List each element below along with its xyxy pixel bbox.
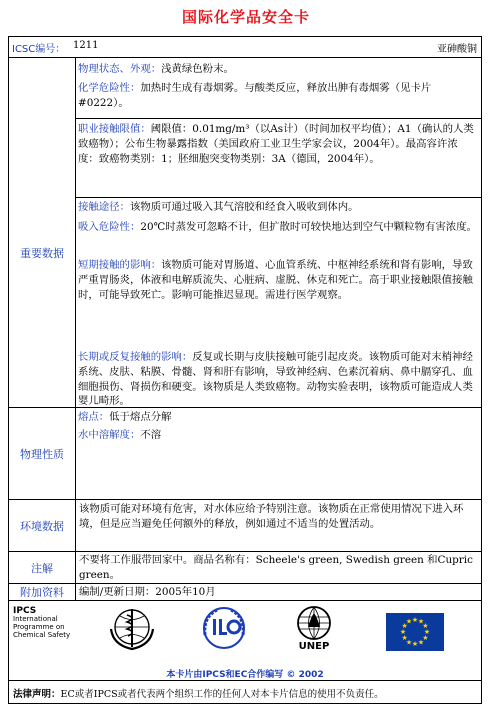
item-head: 熔点： [78, 411, 110, 423]
water-solubility-item [76, 428, 481, 443]
chemical-hazard-item [76, 81, 481, 111]
legal-section [9, 680, 481, 703]
item-head: 短期接触的影响： [78, 259, 162, 271]
ipcs-line: International [13, 615, 58, 623]
important-data-label: 重要数据 [9, 58, 76, 447]
svg-text:★: ★ [423, 628, 431, 636]
ipcs-title: IPCS [13, 606, 37, 616]
icsc-label: ICSC编号： [12, 44, 66, 55]
divider [76, 118, 481, 119]
item-text: 浅黄绿色粉末。 [161, 63, 234, 75]
item-head: 化学危险性： [78, 82, 141, 94]
additional-section [9, 583, 481, 600]
ipcs-line: Chemical Safety [13, 631, 71, 639]
unep-label: UNEP [298, 641, 330, 652]
item-head: 物理状态、外观： [78, 63, 162, 75]
svg-text:★: ★ [399, 628, 407, 636]
short-term-effects-item [76, 258, 481, 302]
important-data-section [9, 57, 481, 447]
item-head: 水中溶解度： [78, 429, 141, 441]
environment-label: 环境数据 [9, 500, 76, 551]
item-text: 加热时生成有毒烟雾。与酸类反应，释放出胂有毒烟雾（见卡片#0222）。 [78, 82, 432, 109]
notes-text: 不要将工作服带回家中。商品名称有：Scheele's green, Swedish green 和Cupric green。 [79, 554, 473, 581]
exposure-limits-item [76, 122, 481, 166]
item-head: 吸入危险性： [78, 221, 141, 233]
item-text: 阈限值：0.01mg/m³（以As计）（时间加权平均值）；A1（确认的人类致癌物）；公布生物暴露指数（美国政府工业卫生学家会议，2004年）。最高容许浓度：致癌物类别：1；胚细胞突变物类别：3A（德国，2004年）。 [78, 123, 474, 165]
physical-properties-label: 物理性质 [9, 408, 76, 499]
icsc-card [8, 36, 482, 704]
svg-text:★: ★ [405, 638, 413, 647]
id-row [9, 37, 481, 57]
ilo-emblem-icon [199, 605, 249, 651]
inhalation-risk-item [76, 220, 481, 235]
physical-state-item [76, 62, 481, 77]
physical-properties-section [9, 407, 481, 499]
svg-text:★: ★ [422, 634, 429, 642]
svg-text:★: ★ [417, 617, 425, 626]
ipcs-line: Programme on [13, 623, 65, 631]
unep-emblem-icon [291, 605, 337, 641]
card-credit: 本卡片由IPCS和EC合作编写 © 2002 [166, 670, 324, 680]
item-text: 该物质可通过吸入其气溶胶和经食入吸收到体内。 [129, 201, 359, 213]
svg-text:★: ★ [401, 622, 408, 630]
additional-text: 编制/更新日期：2005年10月 [79, 586, 216, 598]
icsc-number: 1211 [73, 40, 99, 51]
notes-label: 注解 [9, 552, 76, 583]
svg-text:★: ★ [417, 638, 425, 647]
item-text: 低于熔点分解 [109, 411, 172, 423]
svg-text:★: ★ [405, 617, 413, 626]
item-head: 长期或反复接触的影响： [78, 351, 193, 363]
environment-section [9, 499, 481, 551]
svg-text:★: ★ [422, 622, 429, 630]
item-head: 职业接触限值： [78, 123, 151, 135]
notes-section [9, 551, 481, 583]
legal-text: EC或者IPCS或者代表两个组织工作的任何人对本卡片信息的使用不负责任。 [60, 689, 384, 700]
item-text: 该物质可能对胃肠道、心血管系统、中枢神经系统和肾有影响，导致严重胃肠炎，体液和电解质流失、心脏病、虚脱、休克和死亡。高于职业接触限值接触时，可能导致死亡。影响可能推迟显现。需进行医学观察。 [78, 259, 473, 301]
item-head: 接触途径： [78, 201, 130, 213]
ipcs-block [13, 607, 70, 639]
item-text: 反复或长期与皮肤接触可能引起皮炎。该物质可能对末梢神经系统、皮肤、粘膜、骨髓、肾和肝有影响，导致神经病、色素沉着病、鼻中膈穿孔、血细胞损伤、肾损伤和硬变。该物质是人类致癌物。动物实验表明，该物质可能造成人类婴儿畸形。 [78, 351, 473, 408]
who-emblem-icon [107, 607, 157, 651]
legal-notice [13, 686, 384, 700]
item-text: 不溶 [140, 429, 162, 441]
additional-label: 附加资料 [9, 584, 76, 600]
routes-of-exposure-item [76, 200, 481, 215]
svg-text:★: ★ [411, 616, 419, 624]
svg-text:★: ★ [401, 634, 408, 642]
environment-text: 该物质可能对环境有危害，对水体应给予特别注意。该物质在正常使用情况下进入环境，但是应当避免任何额外的释放，例如通过不适当的处置活动。 [79, 503, 464, 530]
card-title: 国际化学品安全卡 [181, 8, 310, 26]
eu-flag-icon [386, 613, 444, 651]
item-text: 20℃时蒸发可忽略不计，但扩散时可较快地达到空气中颗粒物有害浓度。 [140, 221, 477, 233]
legal-head: 法律声明： [13, 689, 61, 700]
chemical-name: 亚砷酸铜 [437, 44, 477, 55]
melting-point-item [76, 410, 481, 425]
divider [76, 197, 481, 198]
svg-text:★: ★ [411, 640, 419, 648]
footer-logos [9, 600, 481, 680]
long-term-effects-item [76, 350, 481, 409]
